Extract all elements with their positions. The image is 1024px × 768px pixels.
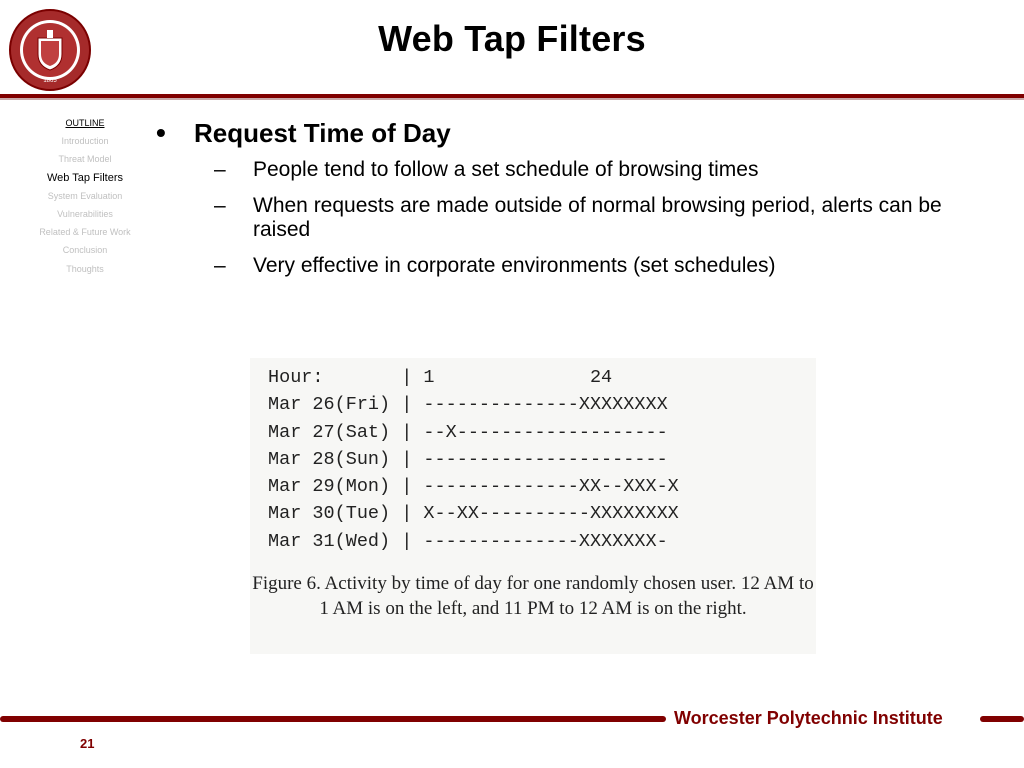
subpoint <box>156 254 953 278</box>
activity-figure <box>250 358 816 654</box>
outline-item-conclusion[interactable]: Conclusion <box>62 245 108 256</box>
activity-table <box>268 364 679 555</box>
page-number: 21 <box>80 736 95 751</box>
bullet-icon: • <box>156 117 166 148</box>
slide-title: Web Tap Filters <box>378 18 646 59</box>
figure-line: Mar 31(Wed) | --------------XXXXXXX- <box>268 530 668 552</box>
outline-item-related-future-work[interactable]: Related & Future Work <box>39 227 131 238</box>
bullet-heading: Request Time of Day <box>194 118 451 148</box>
outline-item-system-evaluation[interactable]: System Evaluation <box>47 190 123 201</box>
dash-icon: – <box>214 158 226 181</box>
outline-item-vulnerabilities[interactable]: Vulnerabilities <box>57 208 113 219</box>
slide-content <box>156 116 996 290</box>
main-bullet <box>156 116 996 150</box>
footer-divider-end <box>980 716 1024 722</box>
footer-institution: Worcester Polytechnic Institute <box>674 708 943 728</box>
figure-line: Mar 27(Sat) | --X------------------- <box>268 421 668 443</box>
subpoint-text: Very effective in corporate environments (set schedules) <box>253 254 776 277</box>
figure-line: Mar 29(Mon) | --------------XX--XXX-X <box>268 476 679 498</box>
figure-line: Mar 28(Sun) | ---------------------- <box>268 448 668 470</box>
dash-icon: – <box>214 254 226 277</box>
footer-divider <box>0 716 666 722</box>
subpoint-text: When requests are made outside of normal browsing period, alerts can be raised <box>253 194 942 241</box>
figure-line: Mar 26(Fri) | --------------XXXXXXXX <box>268 394 668 416</box>
header-divider-shadow <box>0 98 1024 100</box>
outline-item-introduction[interactable]: Introduction <box>61 136 109 147</box>
subpoint-text: People tend to follow a set schedule of browsing times <box>253 158 759 181</box>
outline-item-web-tap-filters[interactable]: Web Tap Filters <box>46 171 123 184</box>
subpoint <box>156 194 953 242</box>
svg-text:1865: 1865 <box>43 78 57 84</box>
figure-line: Mar 30(Tue) | X--XX----------XXXXXXXX <box>268 503 679 525</box>
outline-item-threat-model[interactable]: Threat Model <box>58 154 112 165</box>
figure-caption: Figure 6. Activity by time of day for one randomly chosen user. 12 AM to 1 AM is on the left, and 11 PM to 12 AM is on the right. <box>252 573 814 619</box>
figure-line: Hour: | 1 24 <box>268 367 613 388</box>
outline-item-thoughts[interactable]: Thoughts <box>66 263 104 274</box>
outline-sidebar <box>10 114 160 278</box>
subpoint-list <box>156 158 996 278</box>
subpoint <box>156 158 953 182</box>
dash-icon: – <box>214 194 226 217</box>
outline-link[interactable]: OUTLINE <box>65 118 105 128</box>
